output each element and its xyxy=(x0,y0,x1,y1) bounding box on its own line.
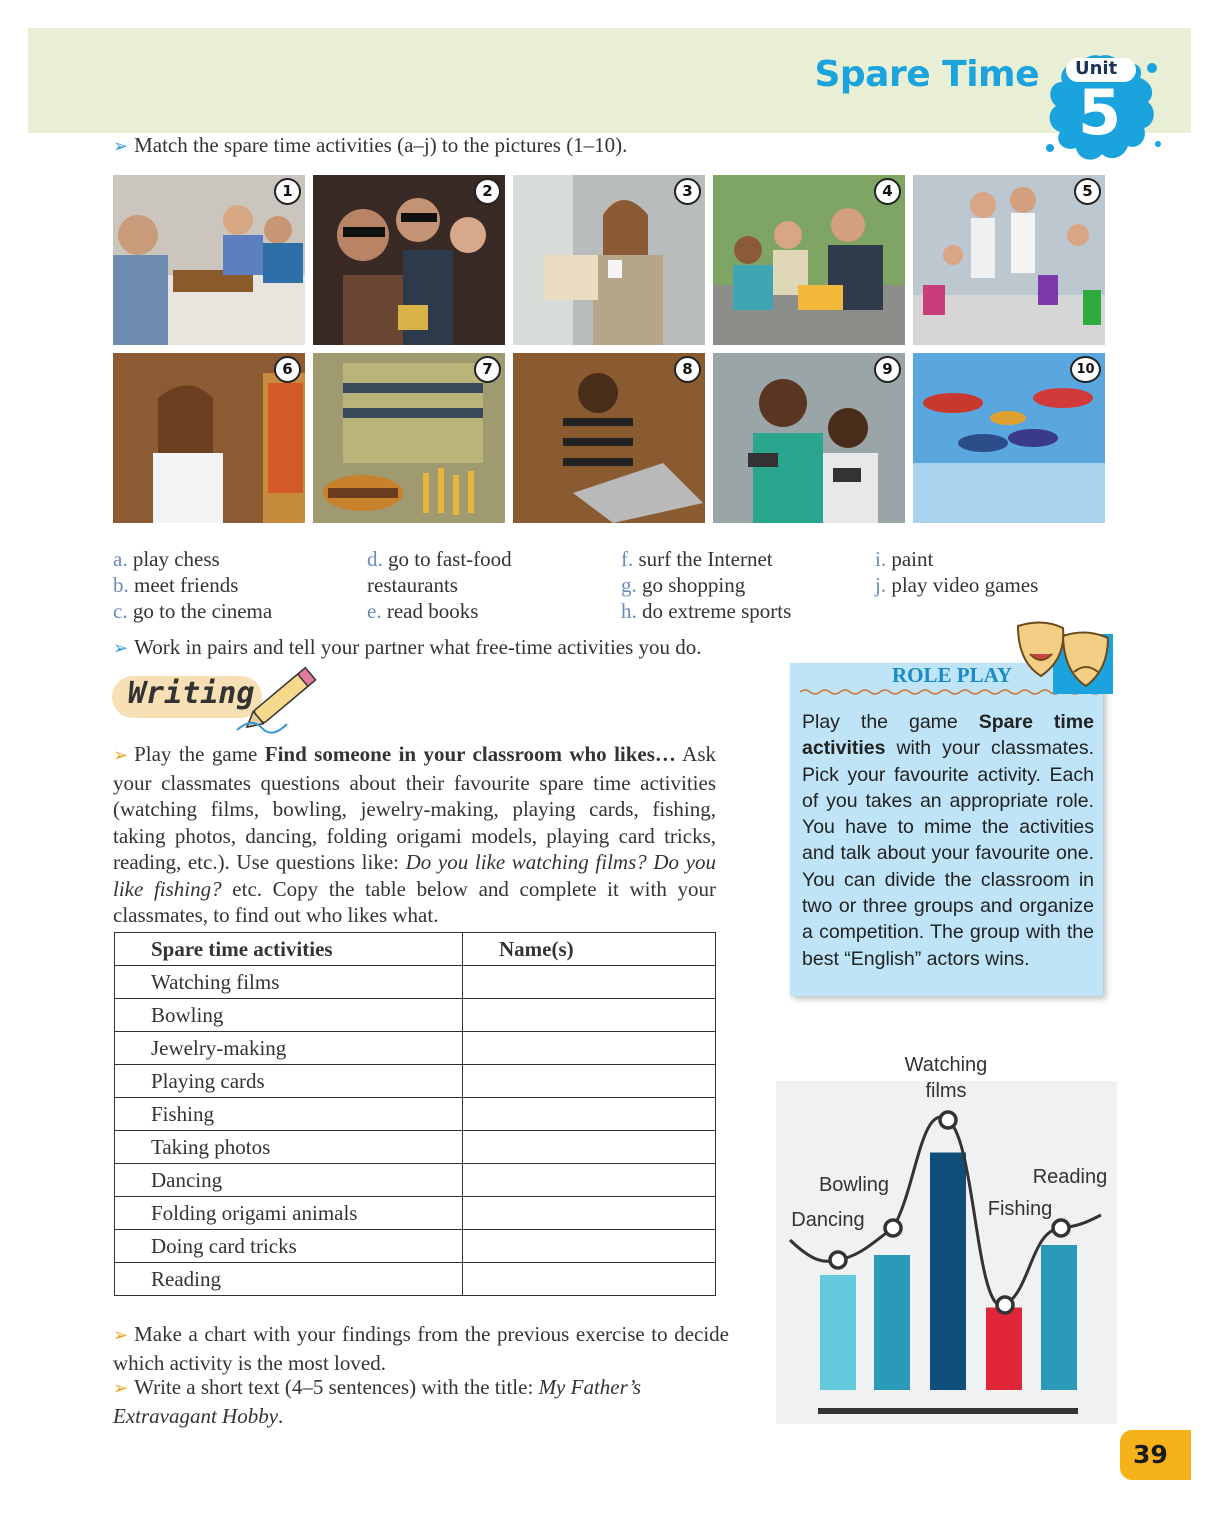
photo-number: 5 xyxy=(1074,178,1101,205)
table-row xyxy=(115,966,716,999)
photo-number: 4 xyxy=(874,178,901,205)
table-cell: Dancing xyxy=(115,1164,463,1197)
table-row xyxy=(115,999,716,1032)
chart-bar xyxy=(820,1275,856,1390)
photo-videogames xyxy=(713,353,905,523)
chart-bar xyxy=(986,1308,1022,1391)
unit-title: Spare Time xyxy=(814,54,1039,95)
chart-label: Watching xyxy=(904,1054,988,1076)
table-row xyxy=(115,1065,716,1098)
page-number: 39 xyxy=(1133,1440,1168,1469)
chart-axis xyxy=(818,1408,1078,1414)
arrow-icon: ➢ xyxy=(113,136,129,157)
name-cell xyxy=(463,1197,716,1230)
name-cell xyxy=(463,1131,716,1164)
name-cell xyxy=(463,1263,716,1296)
text-task: ➢ Write a short text (4–5 sentences) with the title: My Father’s Extravagant Hobby. xyxy=(113,1375,642,1428)
chart-point xyxy=(885,1220,901,1236)
activity-item: i. paint xyxy=(875,547,934,571)
activity-item: f. surf the Internet xyxy=(621,547,773,571)
pencil-icon xyxy=(232,662,332,737)
table-cell: Taking photos xyxy=(115,1131,463,1164)
table-header: Name(s) xyxy=(463,933,716,966)
arrow-icon: ➢ xyxy=(113,745,129,766)
name-cell xyxy=(463,999,716,1032)
table-row xyxy=(115,1032,716,1065)
photo-shopping xyxy=(913,175,1105,345)
photo-friends xyxy=(713,175,905,345)
photo-number: 1 xyxy=(274,178,301,205)
photo-number: 3 xyxy=(674,178,701,205)
table-cell: Reading xyxy=(115,1263,463,1296)
role-play-text: Play the game Spare time activities with your classmates. Pick your favourite activity. Each of you takes an appropriate role. You have to mime the activities and talk about your favourite one. You can divide the classroom in two or three groups and organize a competition. The group with the best “English” actors wins. xyxy=(802,711,1094,970)
name-cell xyxy=(463,1164,716,1197)
role-play-title: ROLE PLAY xyxy=(892,663,1013,687)
table-cell: Bowling xyxy=(115,999,463,1032)
table-cell: Folding origami animals xyxy=(115,1197,463,1230)
chart-task: ➢ Make a chart with your findings from the previous exercise to decide which activity is the most loved. xyxy=(113,1322,729,1375)
activity-item: h. do extreme sports xyxy=(621,599,792,623)
photo-fastfood xyxy=(313,353,505,523)
chart-bar xyxy=(930,1153,966,1391)
name-cell xyxy=(463,1065,716,1098)
chart-bar xyxy=(874,1255,910,1390)
activities-col3 xyxy=(621,546,791,624)
activity-item: j. play video games xyxy=(875,573,1039,597)
table-header-row xyxy=(115,933,716,966)
photo-number: 6 xyxy=(274,356,301,383)
chart-label: Reading xyxy=(1032,1166,1108,1188)
chart-point xyxy=(997,1297,1013,1313)
photo-extreme-sports xyxy=(913,353,1105,523)
photo-number: 9 xyxy=(874,356,901,383)
match-instruction: ➢ Match the spare time activities (a–j) to the pictures (1–10). xyxy=(113,133,628,157)
activities-table xyxy=(114,932,716,1296)
photo-number: 7 xyxy=(474,356,501,383)
activities-col2 xyxy=(367,546,512,624)
activity-item: c. go to the cinema xyxy=(113,599,273,623)
name-cell xyxy=(463,1032,716,1065)
activity-item: g. go shopping xyxy=(621,573,746,597)
arrow-icon: ➢ xyxy=(113,1378,129,1399)
theatre-masks-icon xyxy=(1008,614,1116,696)
chart-label: films xyxy=(925,1080,967,1102)
chart-label: Dancing xyxy=(791,1209,865,1231)
photo-number: 2 xyxy=(474,178,501,205)
activities-col1 xyxy=(113,546,272,624)
photo-internet xyxy=(513,353,705,523)
activity-item: b. meet friends xyxy=(113,573,239,597)
photo-reading xyxy=(513,175,705,345)
chart-bar xyxy=(1041,1245,1077,1390)
activity-item: restaurants xyxy=(367,573,458,597)
writing-heading: Writing xyxy=(128,676,255,711)
chart-point xyxy=(1053,1220,1069,1236)
photo-chess xyxy=(113,175,305,345)
activity-item: a. play chess xyxy=(113,547,220,571)
name-cell xyxy=(463,1230,716,1263)
name-cell xyxy=(463,1098,716,1131)
activity-item: e. read books xyxy=(367,599,479,623)
activity-item: d. go to fast-food xyxy=(367,547,512,571)
photo-number: 10 xyxy=(1070,356,1101,383)
arrow-icon: ➢ xyxy=(113,1325,129,1346)
photo-cinema xyxy=(313,175,505,345)
pairs-instruction: ➢ Work in pairs and tell your partner what free-time activities you do. xyxy=(113,635,702,659)
table-row xyxy=(115,1098,716,1131)
writing-paragraph: ➢ Play the game Find someone in your classroom who likes… Ask your classmates questions about their favourite spare time activities (watching films, bowling, jewelry-making, playing cards, fishing, taking photos, dancing, folding origami models, playing card tricks, reading, etc.). Use questions like: Do you like watching films? Do you like fishing? etc. Copy the table below and complete it with your classmates, to find out who likes what. xyxy=(113,742,717,927)
table-row xyxy=(115,1164,716,1197)
table-row xyxy=(115,1197,716,1230)
unit-word: Unit xyxy=(1075,58,1118,79)
table-header: Spare time activities xyxy=(115,933,463,966)
unit-number: 5 xyxy=(1078,76,1122,149)
photo-number: 8 xyxy=(674,356,701,383)
table-cell: Fishing xyxy=(115,1098,463,1131)
table-cell: Jewelry-making xyxy=(115,1032,463,1065)
table-cell: Playing cards xyxy=(115,1065,463,1098)
table-cell: Watching films xyxy=(115,966,463,999)
photo-painting xyxy=(113,353,305,523)
table-row xyxy=(115,1131,716,1164)
activity-chart xyxy=(776,1040,1121,1425)
table-row xyxy=(115,1263,716,1296)
chart-label: Bowling xyxy=(818,1174,890,1196)
chart-point xyxy=(830,1252,846,1268)
chart-label: Fishing xyxy=(987,1198,1053,1220)
arrow-icon: ➢ xyxy=(113,638,129,659)
table-row xyxy=(115,1230,716,1263)
chart-point xyxy=(940,1112,956,1128)
name-cell xyxy=(463,966,716,999)
activities-col4 xyxy=(875,546,1038,598)
table-cell: Doing card tricks xyxy=(115,1230,463,1263)
